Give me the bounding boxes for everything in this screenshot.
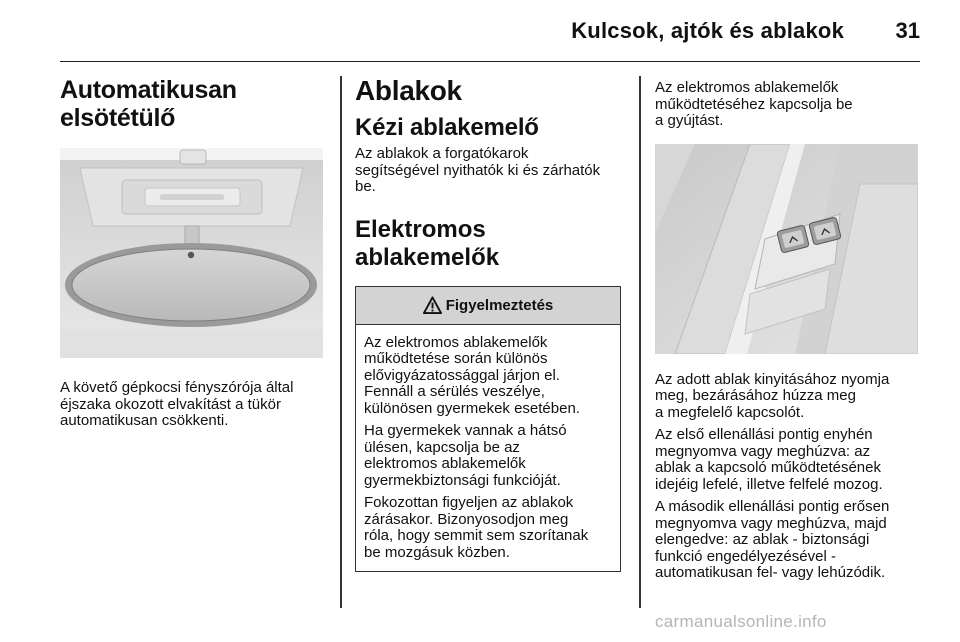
column-2: [355, 76, 625, 572]
text-line: Az ablakok a forgatókarok: [355, 145, 529, 162]
subheading-power-windows: Elektromos ablakemelők: [355, 215, 500, 271]
column-divider-1: [340, 76, 342, 608]
text-line: a megfelelő kapcsolót.: [655, 403, 805, 421]
text-line: működtetéséhez kapcsolja be: [655, 95, 853, 113]
text-line: be mozgásuk közben.: [364, 543, 510, 561]
text-line: Ha gyermekek vannak a hátsó: [364, 422, 567, 439]
power-windows-intro: [655, 80, 920, 130]
text-line: különösen gyermekek esetében.: [364, 399, 580, 417]
text-line: A követő gépkocsi fényszórója által: [60, 379, 294, 396]
text-line: elengedve: az ablak - biztonsági: [655, 531, 870, 548]
manual-windows-text: [355, 146, 625, 196]
warning-paragraph-1: [364, 335, 612, 418]
warning-body: [356, 325, 620, 572]
switch-paragraph-3: [655, 499, 920, 582]
watermark: carmanualsonline.info: [655, 612, 827, 631]
text-line: automatikusan csökkenti.: [60, 412, 229, 429]
text-line: Az elektromos ablakemelők: [655, 79, 839, 96]
warning-paragraph-3: [364, 495, 612, 561]
column-divider-2: [639, 76, 641, 608]
text-line: Az elektromos ablakemelők: [364, 333, 548, 351]
text-line: Az adott ablak kinyitásához nyomja: [655, 370, 890, 388]
text-line: a gyújtást.: [655, 112, 724, 129]
text-line: megnyomva vagy meghúzva: az: [655, 442, 871, 460]
text-line: funkció engedélyezésével -: [655, 547, 836, 565]
column-1: [60, 76, 325, 430]
column-3: [655, 76, 920, 582]
text-line: megnyomva vagy meghúzva, majd: [655, 514, 887, 532]
section-heading-windows: Ablakok: [355, 75, 462, 106]
text-line: automatikusan fel- vagy lehúzódik.: [655, 564, 886, 581]
text-line: idejéig lefelé, illetve felfelé mozog.: [655, 475, 883, 493]
mirror-caption: [60, 380, 325, 430]
switch-paragraph-2: [655, 427, 920, 493]
warning-triangle-icon: [423, 296, 442, 315]
text-line: ülésen, kapcsolja be az: [364, 438, 520, 456]
window-switch-illustration: [655, 144, 918, 354]
text-line: Fennáll a sérülés veszélye,: [364, 383, 545, 400]
text-line: működtetése során különös: [364, 350, 548, 367]
text-line: meg, bezárásához húzza meg: [655, 387, 856, 404]
warning-box: [355, 286, 621, 573]
text-line: zárásakor. Bizonyosodjon meg: [364, 510, 569, 528]
text-line: róla, hogy semmit sem szorítanak: [364, 527, 589, 544]
mirror-illustration: [60, 148, 323, 358]
warning-paragraph-2: [364, 423, 612, 489]
text-line: Az első ellenállási pontig enyhén: [655, 426, 873, 443]
text-line: ablak a kapcsoló működtetésének: [655, 459, 881, 476]
page-number: 31: [895, 18, 920, 43]
text-line: be.: [355, 178, 376, 195]
text-line: elektromos ablakemelők: [364, 455, 526, 472]
chapter-title: Kulcsok, ajtók és ablakok: [571, 18, 844, 43]
subheading-manual-windows: Kézi ablakemelő: [355, 114, 539, 141]
text-line: gyermekbiztonsági funkcióját.: [364, 471, 561, 489]
text-line: elővigyázatossággal járjon el.: [364, 366, 560, 384]
section-heading-auto-dimming: Automatikusan elsötétülő: [60, 76, 237, 132]
text-line: segítségével nyithatók ki és zárhatók: [355, 161, 601, 179]
text-line: A második ellenállási pontig erősen: [655, 498, 890, 515]
text-line: éjszaka okozott elvakítást a tükör: [60, 395, 281, 413]
page-header: [60, 0, 920, 62]
text-line: Fokozottan figyeljen az ablakok: [364, 494, 574, 511]
switch-paragraph-1: [655, 372, 920, 422]
warning-header: [356, 287, 620, 325]
warning-title: Figyelmeztetés: [445, 296, 554, 314]
